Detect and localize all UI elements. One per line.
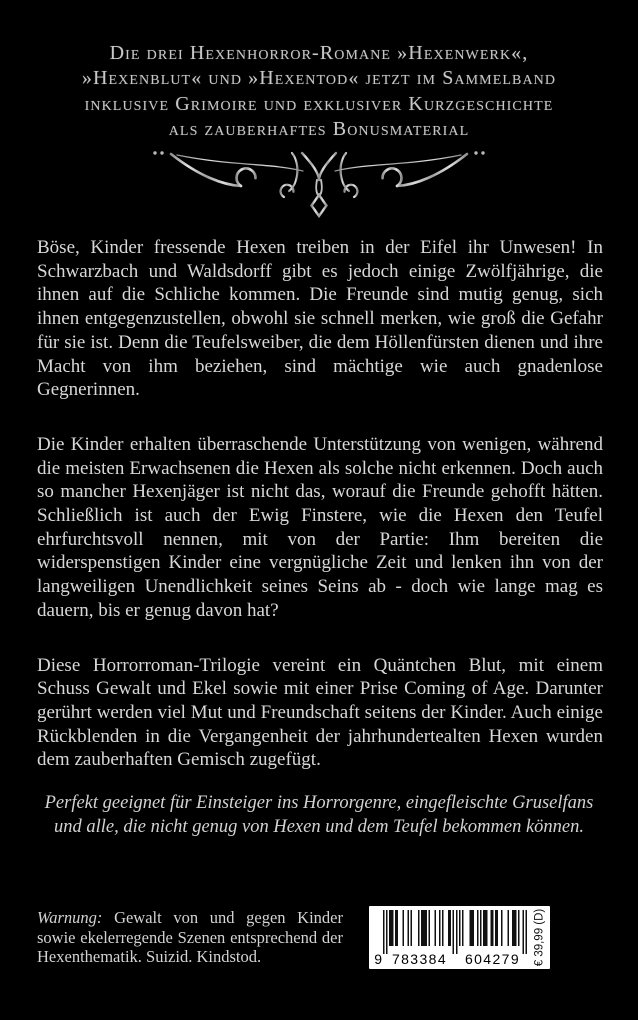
blurb-paragraph-2: Die Kinder erhalten überraschende Unterstützung von wenigen, während die meisten Erwachsenen die Hexen als solche nicht erkennen. Doch auch so mancher Hexenjäger ist nicht das, worauf die Freunde gehofft hätten. Schließlich ist auch der Ewig Finstere, wie die Hexen den Teufel ehrfurchtsvoll nennen, mit von der Partie: Ihm bereiten die widerspenstigen Kinder eine vergnügliche Zeit und lenken ihn von der langweiligen Unendlichkeit seines Seins ab - doch wie lange mag es dauern, bis er genug davon hat? [37, 433, 603, 621]
promo-header [0, 41, 638, 142]
flourish-divider-icon [151, 144, 487, 218]
warning-label: Warnung: [37, 908, 103, 927]
tagline: Perfekt geeignet für Einsteiger ins Horrorgenre, eingefleischte Gruselfans und alle, die nicht genug von Hexen und dem Teufel bekommen können. [44, 793, 594, 837]
promo-header-line: als zauberhaftes Bonusmaterial [168, 117, 470, 140]
barcode-price: € 39,99 (D) [533, 908, 546, 967]
content-warning [37, 908, 343, 967]
barcode [369, 906, 550, 969]
barcode-digits-right: 604279 [464, 951, 521, 967]
promo-header-line: inklusive Grimoire und exklusiver Kurzgeschichte [84, 92, 554, 115]
promo-header-line: Die drei Hexenhorror-Romane »Hexenwerk«, [109, 42, 529, 64]
barcode-digits-left: 783384 [391, 951, 448, 967]
barcode-lead-digit: 9 [374, 951, 382, 967]
blurb-paragraph-3: Diese Horrorroman-Trilogie vereint ein Quäntchen Blut, mit einem Schuss Gewalt und Ekel sowie mit einer Prise Coming of Age. Darunter gerührt werden viel Mut und Freundschaft seitens der Kinder. Auch einige Rückblenden in die Vergangenheit der jahrhundertealten Hexen wurden dem zauberhaften Gemisch zugefügt. [37, 654, 603, 771]
barcode-bars-icon [383, 910, 527, 954]
blurb-paragraph-1: Böse, Kinder fressende Hexen treiben in der Eifel ihr Unwesen! In Schwarzbach und Waldsdorff gibt es jedoch einige Zwölfjährige, die ihnen auf die Schliche kommen. Die Freunde sind mutig genug, sich ihnen entgegenzustellen, obwohl sie schnell merken, wie groß die Gefahr für sie ist. Denn die Teufelsweiber, die dem Höllenfürsten dienen und ihre Macht von ihm beziehen, sind mächtige wie auch gnadenlose Gegnerinnen. [37, 237, 603, 401]
promo-header-line: »Hexenblut« und »Hexentod« jetzt im Sammelband [81, 67, 557, 90]
blurb [37, 236, 603, 772]
warning-text: Gewalt von und gegen Kinder sowie ekelerregende Szenen entsprechend der Hexenthematik. Suizid. Kindstod. [37, 908, 343, 967]
